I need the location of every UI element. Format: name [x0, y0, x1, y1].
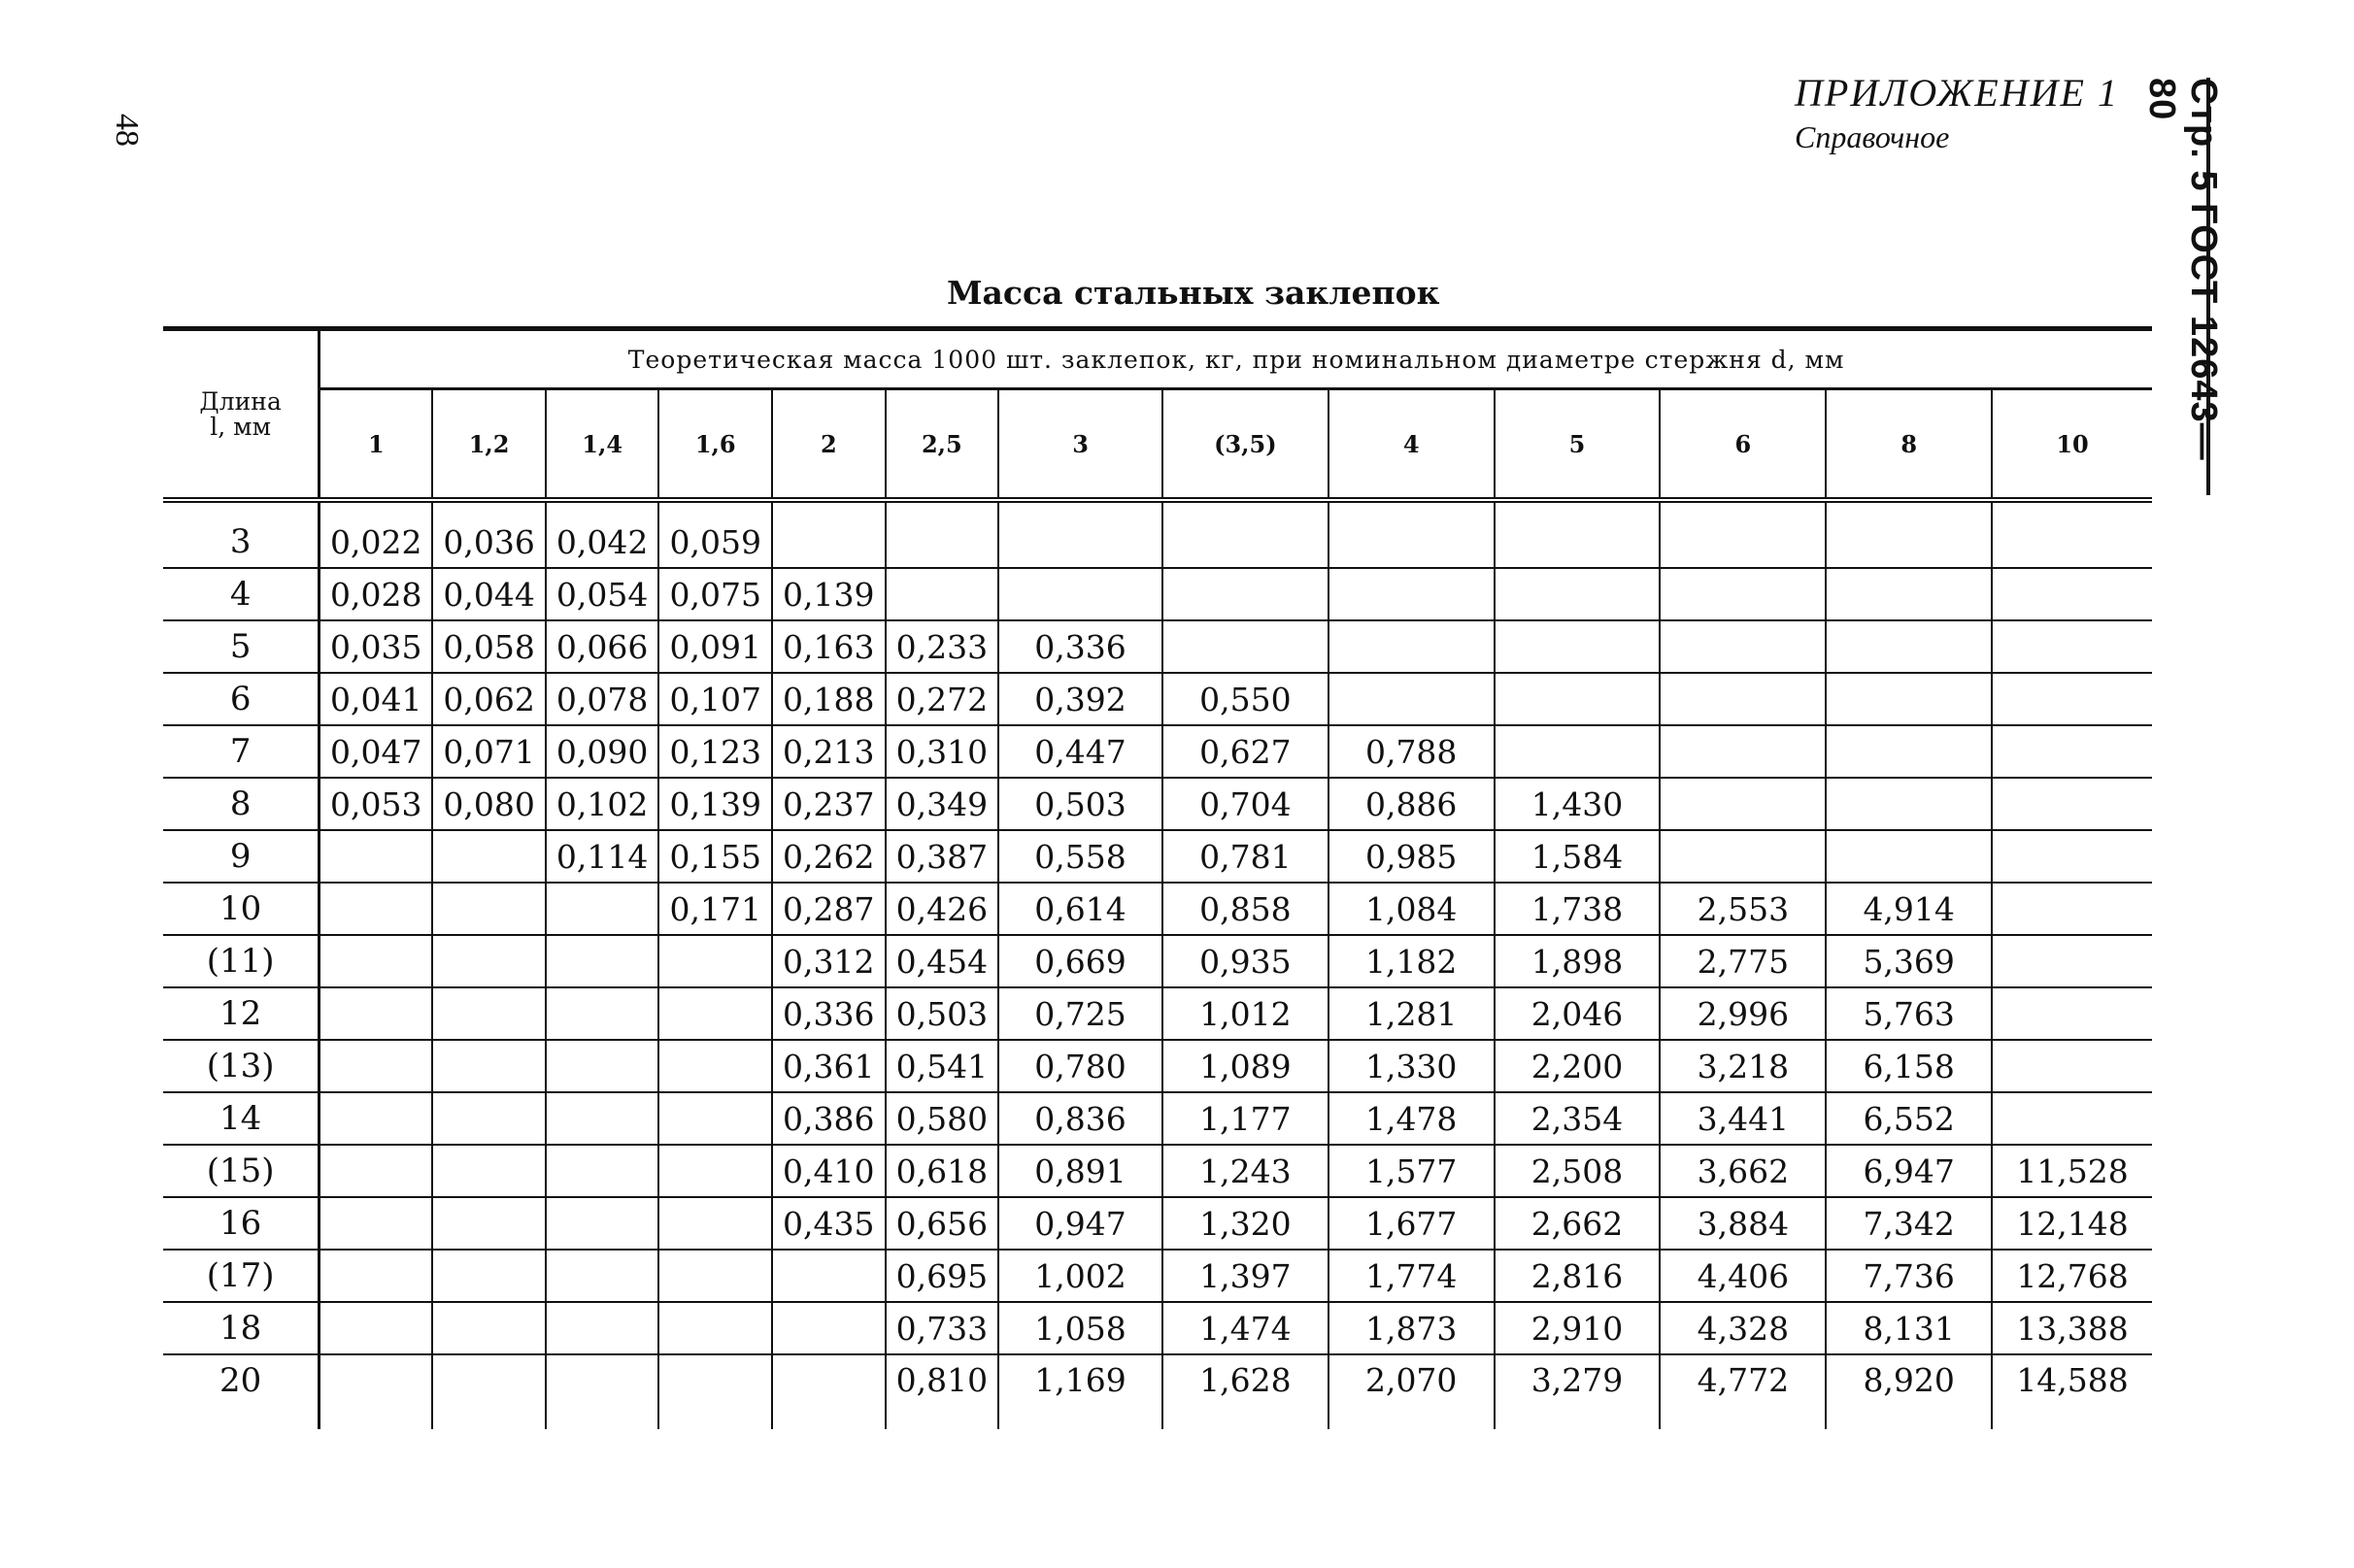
mass-cell [1660, 517, 1826, 568]
mass-cell [772, 1302, 886, 1354]
table-title: Масса стальных заклепок [947, 274, 1440, 312]
mass-cell [1826, 830, 1992, 883]
mass-cell [1660, 778, 1826, 830]
mass-cell [319, 1092, 433, 1145]
mass-cell: 0,985 [1328, 830, 1495, 883]
mass-cell: 2,662 [1495, 1197, 1661, 1250]
mass-cell [546, 935, 659, 987]
appendix-subtitle: Справочное [1795, 119, 1950, 154]
mass-cell: 2,070 [1328, 1354, 1495, 1429]
mass-cell: 0,387 [886, 830, 999, 883]
mass-cell [772, 1354, 886, 1429]
mass-cell [1992, 568, 2152, 620]
mass-cell: 0,091 [658, 620, 772, 673]
mass-cell: 4,328 [1660, 1302, 1826, 1354]
length-cell: 5 [163, 620, 319, 673]
mass-cell: 0,062 [432, 673, 546, 725]
mass-cell [546, 1092, 659, 1145]
mass-cell: 2,553 [1660, 883, 1826, 935]
mass-cell: 0,114 [546, 830, 659, 883]
rivet-mass-table-wrapper [163, 326, 2152, 1429]
mass-cell: 0,725 [998, 987, 1162, 1040]
mass-cell: 0,090 [546, 725, 659, 778]
spacer-cell [1660, 500, 1826, 517]
mass-cell [1826, 620, 1992, 673]
length-cell: 8 [163, 778, 319, 830]
table-row [163, 830, 2152, 883]
mass-cell: 7,342 [1826, 1197, 1992, 1250]
mass-cell: 1,084 [1328, 883, 1495, 935]
mass-cell: 0,066 [546, 620, 659, 673]
mass-cell [432, 1250, 546, 1302]
mass-cell: 1,474 [1162, 1302, 1328, 1354]
mass-cell [1328, 620, 1495, 673]
mass-cell [1495, 725, 1661, 778]
mass-cell: 0,053 [319, 778, 433, 830]
table-body [163, 500, 2152, 1429]
mass-cell: 2,200 [1495, 1040, 1661, 1092]
mass-cell [1992, 673, 2152, 725]
mass-cell: 1,177 [1162, 1092, 1328, 1145]
mass-cell [658, 1145, 772, 1197]
mass-cell: 0,618 [886, 1145, 999, 1197]
mass-cell [432, 1040, 546, 1092]
diameter-header: 6 [1660, 389, 1826, 501]
mass-cell: 0,695 [886, 1250, 999, 1302]
mass-cell: 0,386 [772, 1092, 886, 1145]
length-cell: (15) [163, 1145, 319, 1197]
mass-cell [1826, 673, 1992, 725]
table-row [163, 568, 2152, 620]
mass-cell: 0,935 [1162, 935, 1328, 987]
mass-cell: 0,310 [886, 725, 999, 778]
mass-cell [546, 987, 659, 1040]
appendix-title: ПРИЛОЖЕНИЕ 1 [1795, 71, 2119, 115]
spacer-cell [546, 500, 659, 517]
spacer-cell [886, 500, 999, 517]
mass-cell [546, 1145, 659, 1197]
mass-cell [772, 1250, 886, 1302]
mass-cell: 0,781 [1162, 830, 1328, 883]
spacer-cell [432, 500, 546, 517]
mass-cell: 0,669 [998, 935, 1162, 987]
table-row [163, 620, 2152, 673]
mass-cell [1660, 725, 1826, 778]
mass-cell: 0,080 [432, 778, 546, 830]
mass-cell: 0,213 [772, 725, 886, 778]
mass-cell [658, 1092, 772, 1145]
table-row [163, 778, 2152, 830]
mass-cell [886, 568, 999, 620]
table-row [163, 987, 2152, 1040]
mass-cell: 0,410 [772, 1145, 886, 1197]
mass-cell: 0,139 [772, 568, 886, 620]
mass-cell [319, 987, 433, 1040]
mass-cell: 0,704 [1162, 778, 1328, 830]
mass-cell [432, 1145, 546, 1197]
table-row [163, 1040, 2152, 1092]
mass-cell: 5,763 [1826, 987, 1992, 1040]
mass-cell [1992, 620, 2152, 673]
length-cell: 20 [163, 1354, 319, 1429]
mass-cell: 0,188 [772, 673, 886, 725]
mass-cell [319, 1302, 433, 1354]
mass-cell: 1,478 [1328, 1092, 1495, 1145]
mass-cell: 1,058 [998, 1302, 1162, 1354]
mass-cell [1328, 568, 1495, 620]
diameter-header: 2,5 [886, 389, 999, 501]
table-row [163, 1302, 2152, 1354]
mass-cell: 3,218 [1660, 1040, 1826, 1092]
mass-cell: 0,336 [772, 987, 886, 1040]
table-row [163, 1092, 2152, 1145]
mass-cell [546, 1302, 659, 1354]
mass-cell [1162, 568, 1328, 620]
mass-cell [1992, 1040, 2152, 1092]
spacer-cell [319, 500, 433, 517]
mass-cell: 1,012 [1162, 987, 1328, 1040]
mass-cell [1992, 725, 2152, 778]
mass-cell [658, 1302, 772, 1354]
spacer-cell [1162, 500, 1328, 517]
mass-cell: 0,047 [319, 725, 433, 778]
mass-cell: 0,078 [546, 673, 659, 725]
mass-cell [1992, 517, 2152, 568]
spacer-cell [1328, 500, 1495, 517]
mass-cell: 0,044 [432, 568, 546, 620]
diameter-header: 5 [1495, 389, 1661, 501]
table-row [163, 1354, 2152, 1429]
mass-cell [658, 1197, 772, 1250]
length-cell: 16 [163, 1197, 319, 1250]
table-row [163, 935, 2152, 987]
mass-cell: 4,914 [1826, 883, 1992, 935]
mass-cell: 2,910 [1495, 1302, 1661, 1354]
mass-cell: 1,873 [1328, 1302, 1495, 1354]
table-row [163, 883, 2152, 935]
mass-cell: 0,171 [658, 883, 772, 935]
mass-cell: 0,022 [319, 517, 433, 568]
mass-cell: 4,406 [1660, 1250, 1826, 1302]
mass-cell [658, 1354, 772, 1429]
mass-cell [658, 1250, 772, 1302]
mass-cell: 8,920 [1826, 1354, 1992, 1429]
mass-cell: 1,898 [1495, 935, 1661, 987]
mass-cell: 1,584 [1495, 830, 1661, 883]
mass-cell: 1,089 [1162, 1040, 1328, 1092]
mass-cell: 12,768 [1992, 1250, 2152, 1302]
mass-cell: 0,349 [886, 778, 999, 830]
mass-cell: 0,139 [658, 778, 772, 830]
mass-cell: 1,281 [1328, 987, 1495, 1040]
spacer-cell [1992, 500, 2152, 517]
mass-cell: 1,577 [1328, 1145, 1495, 1197]
mass-cell [658, 987, 772, 1040]
table-row [163, 517, 2152, 568]
mass-cell: 0,733 [886, 1302, 999, 1354]
mass-cell [546, 1197, 659, 1250]
mass-header: Теоретическая масса 1000 шт. заклепок, кг, при номинальном диаметре стержня d, мм [319, 329, 2152, 389]
diameter-header: 1,2 [432, 389, 546, 501]
length-cell: (17) [163, 1250, 319, 1302]
length-cell: 18 [163, 1302, 319, 1354]
mass-cell [658, 1040, 772, 1092]
mass-cell: 1,774 [1328, 1250, 1495, 1302]
length-header-line2: l, мм [210, 412, 272, 441]
length-header-line1: Длина [199, 386, 282, 416]
mass-cell [1660, 568, 1826, 620]
spacer-cell [1826, 500, 1992, 517]
mass-cell: 1,430 [1495, 778, 1661, 830]
diameter-header: 1,4 [546, 389, 659, 501]
mass-cell: 1,320 [1162, 1197, 1328, 1250]
mass-cell [546, 1040, 659, 1092]
table-row [163, 673, 2152, 725]
mass-cell [432, 1354, 546, 1429]
mass-cell [432, 1302, 546, 1354]
mass-cell [1495, 620, 1661, 673]
mass-cell: 0,558 [998, 830, 1162, 883]
spacer-cell [998, 500, 1162, 517]
mass-cell: 3,884 [1660, 1197, 1826, 1250]
mass-cell [546, 883, 659, 935]
mass-cell: 0,503 [998, 778, 1162, 830]
mass-cell [1328, 673, 1495, 725]
mass-cell: 13,388 [1992, 1302, 2152, 1354]
mass-cell: 1,169 [998, 1354, 1162, 1429]
mass-cell [1660, 830, 1826, 883]
mass-cell: 0,059 [658, 517, 772, 568]
mass-cell: 0,071 [432, 725, 546, 778]
mass-cell: 0,042 [546, 517, 659, 568]
mass-cell [319, 830, 433, 883]
page-number: 48 [109, 114, 145, 147]
mass-cell [1826, 725, 1992, 778]
mass-cell [319, 1197, 433, 1250]
mass-cell: 0,163 [772, 620, 886, 673]
mass-cell: 0,287 [772, 883, 886, 935]
mass-cell: 2,046 [1495, 987, 1661, 1040]
mass-cell [319, 883, 433, 935]
spacer-cell [163, 500, 319, 517]
mass-cell: 0,541 [886, 1040, 999, 1092]
mass-cell: 0,361 [772, 1040, 886, 1092]
mass-cell [432, 883, 546, 935]
mass-cell: 0,656 [886, 1197, 999, 1250]
mass-cell: 1,182 [1328, 935, 1495, 987]
length-cell: (13) [163, 1040, 319, 1092]
mass-cell: 0,028 [319, 568, 433, 620]
mass-cell [319, 935, 433, 987]
mass-cell: 0,886 [1328, 778, 1495, 830]
mass-cell: 1,002 [998, 1250, 1162, 1302]
mass-cell: 14,588 [2016, 1361, 2129, 1399]
mass-cell: 0,891 [998, 1145, 1162, 1197]
mass-cell [886, 517, 999, 568]
mass-cell: 6,947 [1826, 1145, 1992, 1197]
mass-cell [772, 517, 886, 568]
mass-cell: 7,736 [1826, 1250, 1992, 1302]
length-cell: 9 [163, 830, 319, 883]
mass-cell: 0,947 [998, 1197, 1162, 1250]
mass-cell [1495, 568, 1661, 620]
mass-cell: 0,788 [1328, 725, 1495, 778]
mass-cell [1992, 830, 2152, 883]
mass-cell [319, 1145, 433, 1197]
mass-cell: 3,441 [1660, 1092, 1826, 1145]
mass-cell: 0,272 [886, 673, 999, 725]
diameter-header: 2 [772, 389, 886, 501]
mass-cell: 3,279 [1495, 1354, 1661, 1429]
mass-cell: 2,996 [1660, 987, 1826, 1040]
mass-cell: 1,243 [1162, 1145, 1328, 1197]
mass-cell: 0,075 [658, 568, 772, 620]
mass-cell: 4,772 [1660, 1354, 1826, 1429]
mass-cell [319, 1250, 433, 1302]
mass-cell: 0,550 [1162, 673, 1328, 725]
mass-cell: 1,677 [1328, 1197, 1495, 1250]
mass-cell: 0,233 [886, 620, 999, 673]
mass-cell [1826, 568, 1992, 620]
mass-cell: 1,738 [1495, 883, 1661, 935]
mass-cell: 0,810 [886, 1354, 999, 1429]
mass-cell: 6,552 [1826, 1092, 1992, 1145]
mass-cell: 2,775 [1660, 935, 1826, 987]
mass-cell: 0,041 [319, 673, 433, 725]
mass-cell [1826, 778, 1992, 830]
length-cell: 6 [163, 673, 319, 725]
header-spacer [163, 500, 2152, 517]
mass-cell: 0,503 [886, 987, 999, 1040]
mass-cell [658, 935, 772, 987]
mass-cell: 0,454 [886, 935, 999, 987]
mass-cell: 0,036 [432, 517, 546, 568]
diameter-header: 8 [1826, 389, 1992, 501]
mass-cell: 1,330 [1328, 1040, 1495, 1092]
diameter-header: 1 [319, 389, 433, 501]
mass-cell: 0,836 [998, 1092, 1162, 1145]
spacer-cell [772, 500, 886, 517]
mass-cell: 1,397 [1162, 1250, 1328, 1302]
mass-cell [432, 1197, 546, 1250]
mass-cell [1495, 517, 1661, 568]
length-cell: 14 [163, 1092, 319, 1145]
mass-cell: 0,580 [886, 1092, 999, 1145]
mass-cell: 1,628 [1162, 1354, 1328, 1429]
mass-cell: 5,369 [1826, 935, 1992, 987]
mass-cell: 0,435 [772, 1197, 886, 1250]
mass-cell [998, 568, 1162, 620]
mass-cell: 0,107 [658, 673, 772, 725]
mass-cell [1328, 517, 1495, 568]
mass-cell: 0,262 [772, 830, 886, 883]
mass-cell: 0,627 [1162, 725, 1328, 778]
rivet-mass-table [163, 326, 2152, 1429]
mass-cell [432, 935, 546, 987]
length-header [163, 329, 319, 501]
mass-cell: 0,336 [998, 620, 1162, 673]
mass-cell: 0,123 [658, 725, 772, 778]
mass-cell: 0,780 [998, 1040, 1162, 1092]
mass-cell [432, 987, 546, 1040]
mass-cell [1162, 517, 1328, 568]
mass-cell [1162, 620, 1328, 673]
mass-cell: 0,102 [546, 778, 659, 830]
length-cell: (11) [163, 935, 319, 987]
mass-cell: 2,508 [1495, 1145, 1661, 1197]
mass-cell: 0,058 [432, 620, 546, 673]
length-cell: 12 [163, 987, 319, 1040]
mass-cell [546, 1250, 659, 1302]
mass-cell: 0,392 [998, 673, 1162, 725]
length-cell: 4 [163, 568, 319, 620]
mass-cell: 12,148 [1992, 1197, 2152, 1250]
mass-cell: 11,528 [1992, 1145, 2152, 1197]
mass-cell [1992, 883, 2152, 935]
diameter-header: 3 [998, 389, 1162, 501]
mass-cell [1992, 987, 2152, 1040]
spacer-cell [658, 500, 772, 517]
mass-cell [319, 1040, 433, 1092]
mass-cell: 3,662 [1660, 1145, 1826, 1197]
mass-cell: 0,426 [886, 883, 999, 935]
diameter-header: (3,5) [1162, 389, 1328, 501]
mass-cell [1495, 673, 1661, 725]
table-row [163, 1145, 2152, 1197]
mass-cell: 0,614 [998, 883, 1162, 935]
mass-cell [319, 1354, 433, 1429]
table-row [163, 1197, 2152, 1250]
mass-cell [1660, 620, 1826, 673]
mass-cell [1992, 778, 2152, 830]
table-row [163, 725, 2152, 778]
mass-cell: 2,816 [1495, 1250, 1661, 1302]
mass-cell [432, 1092, 546, 1145]
mass-cell [432, 830, 546, 883]
mass-cell [1992, 1092, 2152, 1145]
diameter-header: 10 [1992, 389, 2152, 501]
mass-cell: 0,312 [772, 935, 886, 987]
mass-cell: 0,237 [772, 778, 886, 830]
table-row [163, 1250, 2152, 1302]
mass-cell: 0,054 [546, 568, 659, 620]
mass-cell [998, 517, 1162, 568]
spacer-cell [1495, 500, 1661, 517]
mass-cell [1826, 517, 1992, 568]
diameter-header-row [163, 389, 2152, 501]
length-cell: 10 [163, 883, 319, 935]
mass-cell: 0,858 [1162, 883, 1328, 935]
mass-cell: 2,354 [1495, 1092, 1661, 1145]
mass-cell [546, 1354, 659, 1429]
length-cell: 7 [163, 725, 319, 778]
mass-cell: 8,131 [1826, 1302, 1992, 1354]
length-cell: 3 [163, 517, 319, 568]
mass-cell: 0,447 [998, 725, 1162, 778]
mass-cell [1660, 673, 1826, 725]
mass-cell: 6,158 [1826, 1040, 1992, 1092]
mass-cell [1992, 935, 2152, 987]
diameter-header: 4 [1328, 389, 1495, 501]
diameter-header: 1,6 [658, 389, 772, 501]
side-header: Стр. 5 ГОСТ 12643—80 [2141, 78, 2224, 461]
mass-cell: 0,155 [658, 830, 772, 883]
mass-cell: 0,035 [319, 620, 433, 673]
